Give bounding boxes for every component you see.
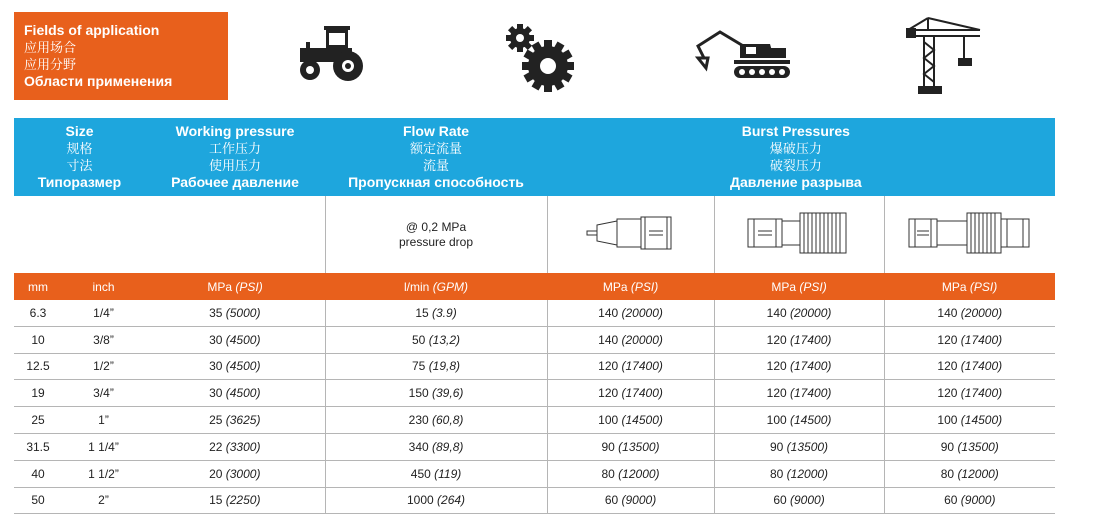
- cell-b2-psi: (17400): [790, 359, 832, 374]
- cell-wp-mpa: 30: [209, 359, 223, 374]
- unit-burst-2: [714, 273, 884, 300]
- header-size-ru: Типоразмер: [37, 174, 122, 190]
- cell-burst-3: [884, 326, 1055, 353]
- tractor-icon: [296, 22, 368, 82]
- specifications-table: [14, 118, 1055, 514]
- unit-inch: inch: [62, 273, 145, 300]
- male-coupling-icon: [583, 211, 679, 255]
- header-flow-zh2: 流量: [423, 158, 450, 173]
- cell-b2-psi: (20000): [790, 305, 832, 320]
- cell-b2-mpa: 120: [766, 359, 787, 374]
- header-flow-en: Flow Rate: [402, 123, 470, 139]
- cell-flow-gpm: (264): [437, 493, 466, 508]
- cell-wp-psi: (5000): [225, 305, 261, 320]
- table-row: [14, 326, 1055, 353]
- cell-wp-psi: (3000): [225, 466, 261, 481]
- cell-burst-3: [884, 487, 1055, 514]
- tower-crane-icon: [904, 16, 982, 96]
- cell-b3-mpa: 80: [940, 466, 955, 481]
- cell-mm: 25: [31, 413, 45, 428]
- header-burst-en: Burst Pressures: [741, 123, 850, 139]
- unit-burst-3: [884, 273, 1055, 300]
- cell-b3-psi: (17400): [960, 332, 1003, 347]
- header-burst-zh2: 破裂压力: [769, 158, 822, 173]
- cell-wp-psi: (4500): [225, 386, 261, 401]
- cell-b1-mpa: 120: [598, 359, 619, 374]
- cell-flow-lmin: 50: [411, 332, 426, 347]
- cell-b2-mpa: 90: [769, 439, 784, 454]
- cell-working-pressure: [145, 433, 325, 460]
- cell-working-pressure: [145, 487, 325, 514]
- header-working-en: Working pressure: [175, 123, 295, 139]
- cell-size-inch: [62, 326, 145, 353]
- cell-flow-rate: [325, 380, 547, 407]
- cell-size-inch: [62, 487, 145, 514]
- cell-b1-psi: (20000): [621, 305, 663, 320]
- table-row: [14, 460, 1055, 487]
- cell-wp-psi: (2250): [225, 493, 261, 508]
- cell-size-mm: [14, 407, 62, 434]
- cell-burst-3: [884, 433, 1055, 460]
- cell-burst-2: [714, 300, 884, 326]
- cell-b1-mpa: 100: [598, 413, 619, 428]
- coupling-male-image: [547, 196, 714, 273]
- cell-working-pressure: [145, 300, 325, 326]
- cell-flow-rate: [325, 433, 547, 460]
- unit-flow-alt: (GPM): [432, 279, 469, 294]
- cell-b3-mpa: 120: [937, 332, 958, 347]
- unit-burst-3-main: MPa: [941, 279, 967, 294]
- cell-size-mm: [14, 433, 62, 460]
- cell-b2-psi: (14500): [790, 413, 832, 428]
- unit-flow: [325, 273, 547, 300]
- header-flow-zh1: 额定流量: [410, 141, 463, 156]
- cell-burst-1: [547, 353, 714, 380]
- cell-b1-mpa: 80: [601, 466, 615, 481]
- cell-b3-mpa: 60: [944, 493, 958, 508]
- image-row: [14, 196, 1055, 273]
- cell-b1-psi: (13500): [618, 439, 660, 454]
- cell-flow-gpm: (89,8): [432, 439, 464, 454]
- header-size: [14, 118, 145, 196]
- cell-flow-lmin: 230: [408, 413, 429, 428]
- cell-b3-mpa: 90: [940, 439, 955, 454]
- cell-burst-3: [884, 300, 1055, 326]
- cell-inch: 2”: [98, 493, 109, 508]
- cell-mm: 6.3: [29, 305, 47, 320]
- cell-flow-lmin: 450: [410, 466, 431, 481]
- cell-b1-mpa: 140: [598, 332, 619, 347]
- cell-b1-mpa: 120: [598, 386, 619, 401]
- cell-flow-gpm: (19,8): [428, 359, 461, 374]
- cell-flow-lmin: 150: [408, 386, 429, 401]
- cell-b2-mpa: 80: [769, 466, 784, 481]
- cell-burst-1: [547, 433, 714, 460]
- header-working-ru: Рабочее давление: [171, 174, 299, 190]
- cell-b3-mpa: 140: [937, 305, 958, 320]
- cell-b3-mpa: 120: [937, 359, 958, 374]
- header-flow-ru: Пропускная способность: [348, 174, 524, 190]
- cell-working-pressure: [145, 353, 325, 380]
- cell-inch: 1/2”: [93, 359, 114, 374]
- cell-mm: 40: [31, 466, 45, 481]
- cell-flow-gpm: (13,2): [428, 332, 461, 347]
- unit-burst-2-alt: (PSI): [799, 279, 827, 294]
- cell-burst-3: [884, 353, 1055, 380]
- table-row: [14, 380, 1055, 407]
- cell-flow-rate: [325, 326, 547, 353]
- data-body: [14, 300, 1055, 514]
- cell-burst-2: [714, 433, 884, 460]
- cell-b2-mpa: 60: [773, 493, 787, 508]
- cell-flow-lmin: 15: [415, 305, 429, 320]
- cell-inch: 1 1/4”: [88, 439, 119, 454]
- cell-b3-psi: (20000): [960, 305, 1003, 320]
- cell-b3-psi: (12000): [957, 466, 999, 481]
- cell-b3-psi: (17400): [960, 386, 1003, 401]
- unit-burst-2-main: MPa: [771, 279, 797, 294]
- unit-working: [145, 273, 325, 300]
- unit-burst-1: [547, 273, 714, 300]
- cell-b3-psi: (13500): [957, 439, 999, 454]
- cell-size-inch: [62, 460, 145, 487]
- cell-wp-psi: (4500): [225, 359, 261, 374]
- unit-burst-1-alt: (PSI): [630, 279, 659, 294]
- cell-b3-mpa: 100: [937, 413, 958, 428]
- header-working-zh1: 工作压力: [209, 141, 262, 156]
- cell-working-pressure: [145, 460, 325, 487]
- units-row: [14, 273, 1055, 300]
- table-row: [14, 353, 1055, 380]
- cell-b1-psi: (9000): [621, 493, 657, 508]
- cell-mm: 50: [31, 493, 45, 508]
- unit-flow-main: l/min: [404, 279, 430, 294]
- cell-b2-psi: (12000): [786, 466, 829, 481]
- cell-flow-lmin: 340: [408, 439, 429, 454]
- header-burst-zh1: 爆破压力: [769, 141, 822, 156]
- cell-burst-1: [547, 487, 714, 514]
- image-row-empty: [14, 196, 325, 273]
- cell-size-mm: [14, 487, 62, 514]
- flow-note-line2: pressure drop: [398, 234, 474, 249]
- cell-working-pressure: [145, 407, 325, 434]
- cell-size-inch: [62, 407, 145, 434]
- cell-size-mm: [14, 300, 62, 326]
- coupling-female-image: [714, 196, 884, 273]
- unit-working-main: MPa: [207, 279, 233, 294]
- cell-b2-mpa: 140: [766, 305, 787, 320]
- cell-size-mm: [14, 326, 62, 353]
- cell-b2-mpa: 120: [766, 332, 787, 347]
- cell-b1-psi: (20000): [621, 332, 663, 347]
- cell-b2-mpa: 120: [766, 386, 787, 401]
- cell-b2-psi: (17400): [790, 386, 832, 401]
- cell-b3-psi: (14500): [960, 413, 1003, 428]
- fields-title-zh2: 应用分野: [24, 57, 77, 72]
- cell-flow-rate: [325, 407, 547, 434]
- cell-b1-psi: (17400): [621, 359, 663, 374]
- table-row: [14, 433, 1055, 460]
- cell-burst-2: [714, 407, 884, 434]
- cell-burst-1: [547, 460, 714, 487]
- coupling-pair-image: [884, 196, 1055, 273]
- cell-flow-gpm: (39,6): [432, 386, 464, 401]
- cell-wp-psi: (3300): [225, 439, 261, 454]
- cell-b3-psi: (17400): [960, 359, 1003, 374]
- cell-mm: 31.5: [26, 439, 50, 454]
- table-row: [14, 487, 1055, 514]
- cell-size-inch: [62, 433, 145, 460]
- cell-wp-mpa: 30: [209, 386, 223, 401]
- cell-inch: 3/4”: [93, 386, 114, 401]
- cell-inch: 1/4”: [93, 305, 114, 320]
- table-row: [14, 300, 1055, 326]
- cell-wp-mpa: 22: [209, 439, 223, 454]
- cell-size-inch: [62, 380, 145, 407]
- header-size-zh1: 规格: [66, 141, 93, 156]
- cell-burst-3: [884, 407, 1055, 434]
- cell-burst-2: [714, 487, 884, 514]
- cell-burst-3: [884, 380, 1055, 407]
- cell-burst-1: [547, 300, 714, 326]
- header-row: [14, 118, 1055, 196]
- cell-burst-1: [547, 380, 714, 407]
- cell-inch: 1”: [98, 413, 109, 428]
- cell-burst-2: [714, 380, 884, 407]
- unit-mm: mm: [14, 273, 62, 300]
- flow-note: [325, 196, 547, 273]
- cell-flow-lmin: 1000: [406, 493, 434, 508]
- coupling-pair-icon: [905, 209, 1035, 257]
- excavator-icon: [690, 28, 794, 80]
- cell-size-inch: [62, 353, 145, 380]
- cell-flow-gpm: (60,8): [432, 413, 464, 428]
- cell-burst-2: [714, 353, 884, 380]
- cell-b3-psi: (9000): [960, 493, 996, 508]
- unit-working-alt: (PSI): [235, 279, 263, 294]
- cell-flow-lmin: 75: [411, 359, 426, 374]
- cell-wp-mpa: 30: [209, 332, 223, 347]
- gears-icon: [506, 22, 576, 94]
- cell-flow-gpm: (119): [434, 466, 462, 481]
- cell-wp-psi: (4500): [225, 332, 261, 347]
- cell-burst-1: [547, 326, 714, 353]
- fields-of-application-box: [14, 12, 228, 100]
- cell-flow-gpm: (3.9): [432, 305, 457, 320]
- cell-wp-mpa: 20: [209, 466, 223, 481]
- cell-flow-rate: [325, 300, 547, 326]
- cell-b1-mpa: 140: [598, 305, 619, 320]
- unit-burst-1-main: MPa: [602, 279, 628, 294]
- cell-flow-rate: [325, 353, 547, 380]
- cell-wp-mpa: 35: [209, 305, 223, 320]
- cell-size-mm: [14, 353, 62, 380]
- cell-b1-psi: (12000): [618, 466, 660, 481]
- fields-title-zh1: 应用场合: [24, 40, 77, 55]
- cell-b2-psi: (9000): [790, 493, 825, 508]
- header-burst-pressures: [547, 118, 1055, 196]
- cell-inch: 1 1/2”: [88, 466, 119, 481]
- header-size-zh2: 寸法: [66, 158, 93, 173]
- header-size-en: Size: [65, 123, 94, 139]
- cell-mm: 12.5: [26, 359, 50, 374]
- cell-flow-rate: [325, 460, 547, 487]
- cell-working-pressure: [145, 326, 325, 353]
- cell-b1-psi: (14500): [621, 413, 663, 428]
- cell-b1-mpa: 90: [601, 439, 615, 454]
- cell-working-pressure: [145, 380, 325, 407]
- header-working-pressure: [145, 118, 325, 196]
- cell-size-mm: [14, 380, 62, 407]
- cell-burst-3: [884, 460, 1055, 487]
- table-row: [14, 407, 1055, 434]
- fields-title-ru: Области применения: [24, 73, 173, 89]
- cell-burst-2: [714, 326, 884, 353]
- cell-b2-psi: (17400): [790, 332, 832, 347]
- cell-wp-mpa: 25: [209, 413, 223, 428]
- fields-title-en: Fields of application: [24, 22, 160, 38]
- cell-inch: 3/8”: [93, 332, 114, 347]
- female-coupling-icon: [744, 209, 854, 257]
- cell-b2-mpa: 100: [766, 413, 787, 428]
- header-flow-rate: [325, 118, 547, 196]
- cell-b1-mpa: 60: [604, 493, 619, 508]
- cell-b3-mpa: 120: [937, 386, 958, 401]
- unit-burst-3-alt: (PSI): [969, 279, 998, 294]
- cell-mm: 19: [31, 386, 45, 401]
- header-working-zh2: 使用压力: [209, 158, 262, 173]
- cell-burst-1: [547, 407, 714, 434]
- cell-b1-psi: (17400): [621, 386, 663, 401]
- cell-mm: 10: [31, 332, 45, 347]
- cell-wp-psi: (3625): [225, 413, 261, 428]
- cell-size-inch: [62, 300, 145, 326]
- cell-wp-mpa: 15: [209, 493, 223, 508]
- cell-b2-psi: (13500): [786, 439, 829, 454]
- cell-flow-rate: [325, 487, 547, 514]
- cell-burst-2: [714, 460, 884, 487]
- header-burst-ru: Давление разрыва: [730, 174, 862, 190]
- cell-size-mm: [14, 460, 62, 487]
- flow-note-line1: @ 0,2 MPa: [405, 219, 467, 234]
